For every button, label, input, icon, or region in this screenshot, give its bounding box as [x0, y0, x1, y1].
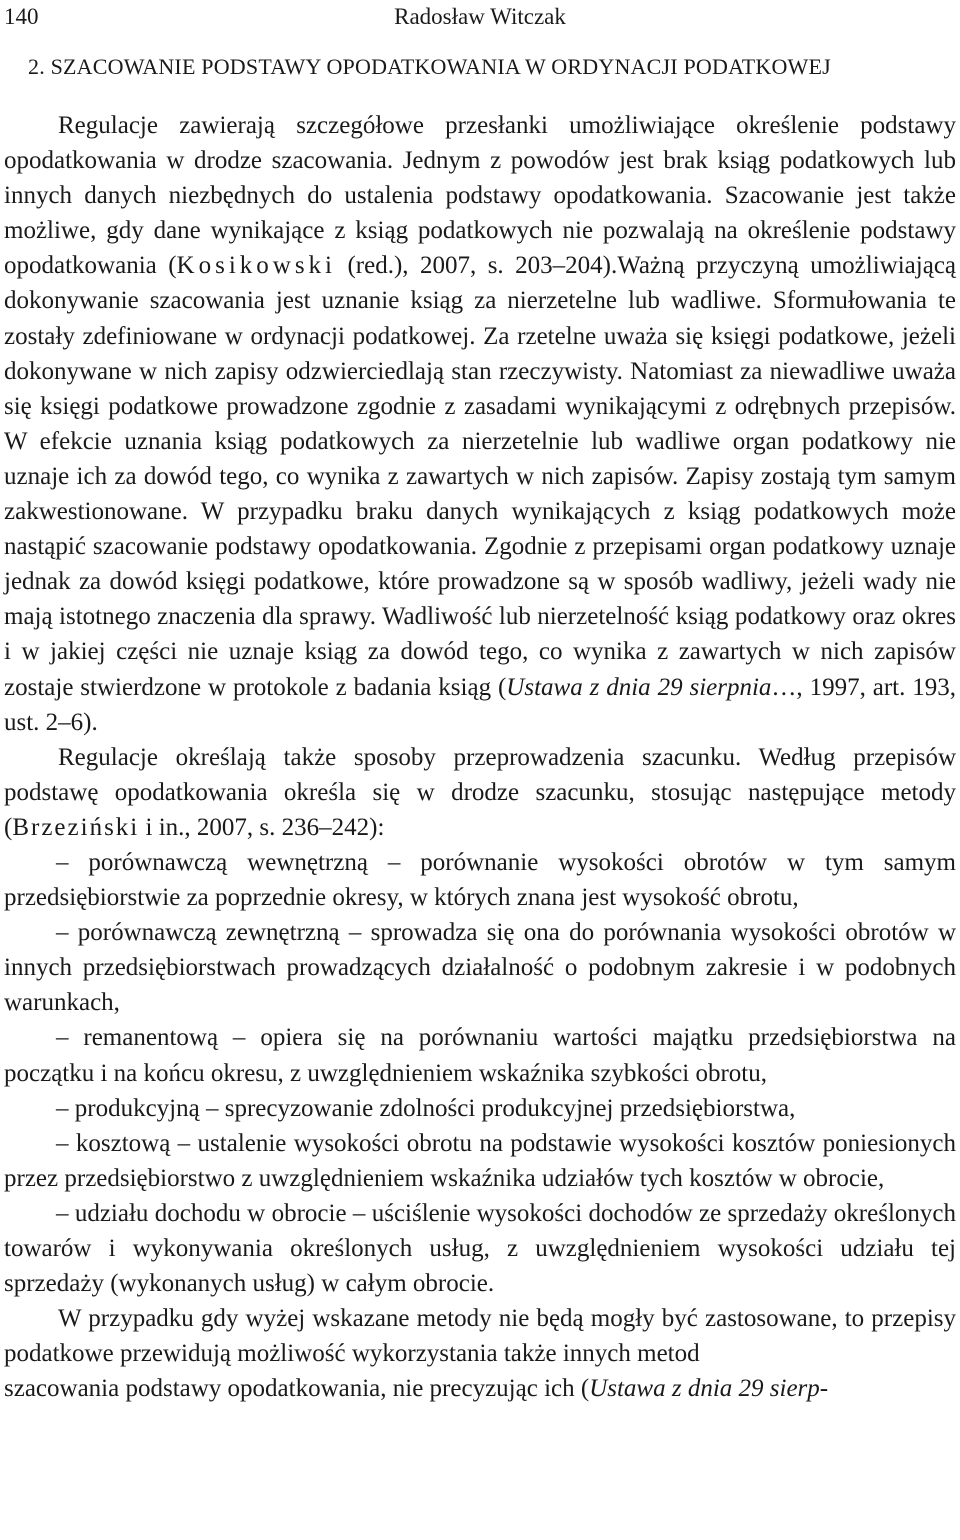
running-head-author: Radosław Witczak — [394, 4, 566, 29]
paragraph-text: i in., 2007, s. 236–242): — [139, 813, 385, 841]
paragraph-other-methods: W przypadku gdy wyżej wskazane metody nie będą mogły być zastosowane, to przepisy podatkowe przewidują możliwość wykorzystania także innych metod — [4, 1305, 956, 1368]
act-title: Ustawa z dnia 29 sierpnia — [506, 673, 772, 701]
citation-author: Brzeziński — [12, 813, 140, 841]
paragraph-text: Regulacje określają także sposoby przeprowadzenia szacunku. Według przepisów podstawę opodatkowania określa się w drodze szacunku, stosując następujące metody ( — [4, 743, 956, 841]
section-heading: 2. SZACOWANIE PODSTAWY OPODATKOWANIA W ORDYNACJI PODATKOWEJ — [28, 54, 831, 79]
act-title: Ustawa z dnia 29 sierp- — [589, 1375, 829, 1403]
article-body — [4, 108, 956, 1406]
method-list-item: – produkcyjną – sprecyzowanie zdolności produkcyjnej przedsiębiorstwa, — [56, 1094, 796, 1122]
paragraph-text: (red.), 2007, s. 203–204).Ważną przyczyną umożliwiającą dokonywanie szacowania jest uznanie ksiąg za nierzetelne lub wadliwe. Sformułowania te zostały zdefiniowane w ordynacji podatkowej. Za rzetelne uważa się księgi podatkowe, jeżeli dokonywane w nich zapisy odzwierciedlają stan rzeczywisty. Natomiast za niewadliwe uważa się księgi podatkowe prowadzone zgodnie z zasadami wynikającymi z odrębnych przepisów. W efekcie uznania ksiąg podatkowych za nierzetelnie lub wadliwe organ podatkowy nie uznaje ich za dowód tego, co wynika z zawartych w nich zapisów. Zapisy zostają tym samym zakwestionowane. W przypadku braku danych wynikających z ksiąg podatkowych może nastąpić szacowanie podstawy opodatkowania. Zgodnie z przepisami organ podatkowy uznaje jednak za dowód księgi podatkowe, które prowadzone są w sposób wadliwy, jeżeli wady nie mają istotnego znaczenia dla sprawy. Wadliwość lub nierzetelność ksiąg podatkowy oraz okres i w jakiej części nie uznaje ksiąg za dowód tego, co wynika z zawartych w nich zapisów zostaje stwierdzone w protokole z badania ksiąg ( — [4, 252, 957, 701]
paragraph-other-methods-continuation — [4, 1371, 956, 1406]
method-list-item: – porównawczą wewnętrzną – porównanie wysokości obrotów w tym samym przedsiębiorstwie za poprzednie okresy, w których znana jest wysokość obrotu, — [4, 848, 956, 912]
method-list-item: – porównawczą zewnętrzną – sprowadza się ona do porównania wysokości obrotów w innych przedsiębiorstwach prowadzących działalność o podobnym zakresie i w podobnych warunkach, — [4, 919, 956, 1017]
running-header — [4, 0, 956, 34]
paragraph-estimation-methods — [4, 740, 956, 845]
page-number: 140 — [4, 4, 39, 29]
method-list-item: – udziału dochodu w obrocie – uściślenie wysokości dochodów ze sprzedaży określonych towarów i wykonywania określonych usług, z uwzględnieniem wysokości udziału tej sprzedaży (wykonanych usług) w całym obrocie. — [4, 1199, 956, 1298]
method-list-item: – remanentową – opiera się na porównaniu wartości majątku przedsiębiorstwa na początku i na końcu okresu, z uwzględnieniem wskaźnika szybkości obrotu, — [4, 1024, 956, 1087]
paragraph-text: szacowania podstawy opodatkowania, nie precyzując ich ( — [4, 1375, 590, 1403]
paragraph-text: …, 1997, art. 193, ust. 2–6). — [4, 673, 956, 736]
paragraph-text: Regulacje zawierają szczegółowe przesłanki umożliwiające określenie podstawy opodatkowania w drodze szacowania. Jednym z powodów jest brak ksiąg podatkowych lub innych danych niezbędnych do ustalenia podstawy opodatkowania. Szacowanie jest także możliwe, gdy dane wynikające z ksiąg podatkowych nie pozwalają na określenie podstawy opodatkowania ( — [4, 112, 956, 280]
citation-author: Kosikowski — [176, 252, 336, 280]
method-list-item: – kosztową – ustalenie wysokości obrotu na podstawie wysokości kosztów poniesionych przez przedsiębiorstwo z uwzględnieniem wskaźnika udziałów tych kosztów w obrocie, — [4, 1129, 956, 1192]
paragraph-estimation-grounds — [4, 108, 956, 740]
